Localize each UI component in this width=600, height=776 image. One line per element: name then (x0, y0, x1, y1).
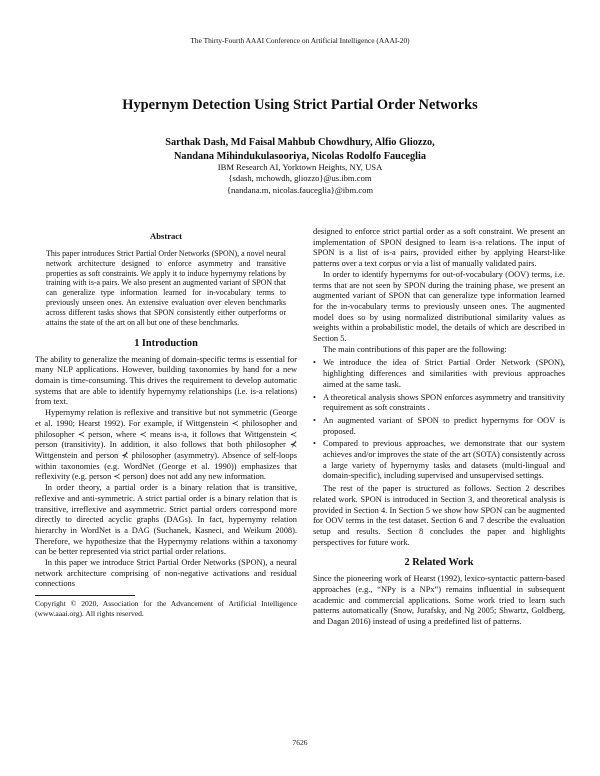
intro-paragraph-1: The ability to generalize the meaning of domain-specific terms is essential for many NLP applications. However, building taxonomies by hand for a new domain is time-consuming. This drives the requirement to develop automatic systems that are able to identify hypernymy relationships (i.e. is-a relations) from text. (35, 354, 297, 407)
list-item (313, 393, 565, 414)
page-number: 7626 (292, 738, 308, 747)
list-item (313, 416, 565, 437)
intro-paragraph-2: Hypernymy relation is reflexive and transitive but not symmetric (George et al. 1990; Hearst 1992). For example, if Wittgenstein ≺ philosopher and philosopher ≺ person, where ≺ means is-a, it follows that Wittgenstein ≺ person (transitivity). In addition, it also follows that both philosopher ⊀ Wittgenstein and person ⊀ philosopher (asymmetry). Absence of self-loops within taxonomies (e.g. WordNet (George et al. 1990)) emphasizes that reflexivity (e.g. person ≺ person) does not add any new information. (35, 408, 297, 482)
contributions-list (313, 358, 565, 482)
affiliation-block (0, 162, 600, 196)
contribution-text: We introduce the idea of Strict Partial Order Network (SPON), highlighting differences and similarities with previous approaches aimed at the same task. (323, 358, 565, 389)
intro-paragraph-3: In order theory, a partial order is a binary relation that is transitive, reflexive and anti-symmetric. A strict partial order is a binary relation that is transitive, irreflexive and asymmetric. Strict partial orders correspond more directly to directed acyclic graphs (DAGs). In fact, hypernymy relation hierarchy in WordNet is a DAG (Suchanek, Kasneci, and Weikum 2008). Therefore, we hypothesize that the Hypernymy relations within a taxonomy can be better represented via strict partial order relations. (35, 483, 297, 557)
conference-header: The Thirty-Fourth AAAI Conference on Artificial Intelligence (AAAI-20) (190, 36, 410, 45)
intro-paragraph-4: In this paper we introduce Strict Partial Order Networks (SPON), a neural network architecture comprising of non-negative activations and residual connections (35, 558, 297, 589)
contributions-intro: The main contributions of this paper are the following: (323, 344, 507, 354)
right-column (313, 227, 565, 628)
affiliation-emails-1: {sdash, mchowdh, gliozzo}@us.ibm.com (228, 173, 372, 184)
abstract-text: This paper introduces Strict Partial Order Networks (SPON), a novel neural network architecture designed to enforce asymmetry and transitive properties as soft constraints. We apply it to induce hypernymy relations by training with is-a pairs. We also present an augmented variant of SPON that can generalize type information learned for in-vocabulary terms to previously unseen ones. An extensive evaluation over eleven benchmarks across different tasks shows that SPON consistently either outperforms or attains the state of the art on all but one of these benchmarks. (46, 248, 286, 328)
list-item (313, 358, 565, 390)
affiliation-emails-2: {nandana.m, nicolas.fauceglia}@ibm.com (226, 184, 374, 195)
left-column (35, 227, 297, 618)
right-paragraph-1: designed to enforce strict partial order as a soft constraint. We present an implementation of SPON designed to learn is-a relations. The input of SPON is a list of is-a pairs, provided either by applying Hearst-like patterns over a text corpus or via a list of manually validated pairs. (313, 227, 565, 269)
contribution-text: An augmented variant of SPON to predict hypernyms for OOV is proposed. (323, 415, 565, 436)
bullet-icon: • (313, 415, 316, 425)
contribution-text: Compared to previous approaches, we demonstrate that our system achieves and/or improves the state of the art (SOTA) consistently across a large variety of hypernymy tasks and datasets (multi-lingual and domain-specific), including supervised and unsupervised settings. (323, 439, 565, 481)
related-paragraph-1: Since the pioneering work of Hearst (1992), lexico-syntactic pattern-based approaches (e.g., “NPy is a NPx”) remains influential in subsequent academic and commercial applications. Some work tried to learn such patterns automatically (Snow, Jurafsky, and Ng 2005; Shwartz, Goldberg, and Dagan 2016) instead of using a predefined list of patterns. (313, 574, 565, 626)
author-list (0, 136, 600, 163)
right-paragraph-4: The rest of the paper is structured as follows. Section 2 describes related work. SPON is introduced in Section 3, and theoretical analysis is provided in Section 4. In Section 5 we show how SPON can be augmented for OOV terms in the test dataset. Section 6 and 7 describe the evaluation setup and results. Section 8 concludes the paper and highlights perspectives for future work. (313, 484, 565, 547)
copyright-notice: Copyright © 2020, Association for the Advancement of Artificial Intelligence (www.aaai.org). All rights reserved. (35, 599, 297, 618)
section-heading-related-work: 2 Related Work (404, 557, 474, 569)
bullet-icon: • (313, 358, 316, 368)
footnote-rule (35, 595, 135, 596)
section-heading-introduction: 1 Introduction (134, 337, 198, 349)
authors-line-2: Nandana Mihindukulasooriya, Nicolas Rodolfo Fauceglia (173, 150, 427, 162)
affiliation-org: IBM Research AI, Yorktown Heights, NY, USA (217, 162, 383, 172)
right-paragraph-2: In order to identify hypernyms for out-of-vocabulary (OOV) terms, i.e. terms that are not seen by SPON during the training phase, we present an augmented variant of SPON that can generalize type information learned for the in-vocabulary terms to previously unseen ones. The augmented model does so by using normalized distributional similarity values as weights within a probabilistic model, the details of which are described in Section 5. (313, 269, 565, 344)
paper-title: Hypernym Detection Using Strict Partial Order Networks (122, 97, 478, 113)
authors-line-1: Sarthak Dash, Md Faisal Mahbub Chowdhury, Alfio Gliozzo, (165, 137, 435, 148)
list-item (313, 439, 565, 482)
bullet-icon: • (313, 392, 316, 402)
abstract-heading: Abstract (150, 231, 182, 241)
contribution-text: A theoretical analysis shows SPON enforces asymmetry and transitivity requirement as soft constraints . (323, 392, 565, 413)
bullet-icon: • (313, 439, 316, 449)
